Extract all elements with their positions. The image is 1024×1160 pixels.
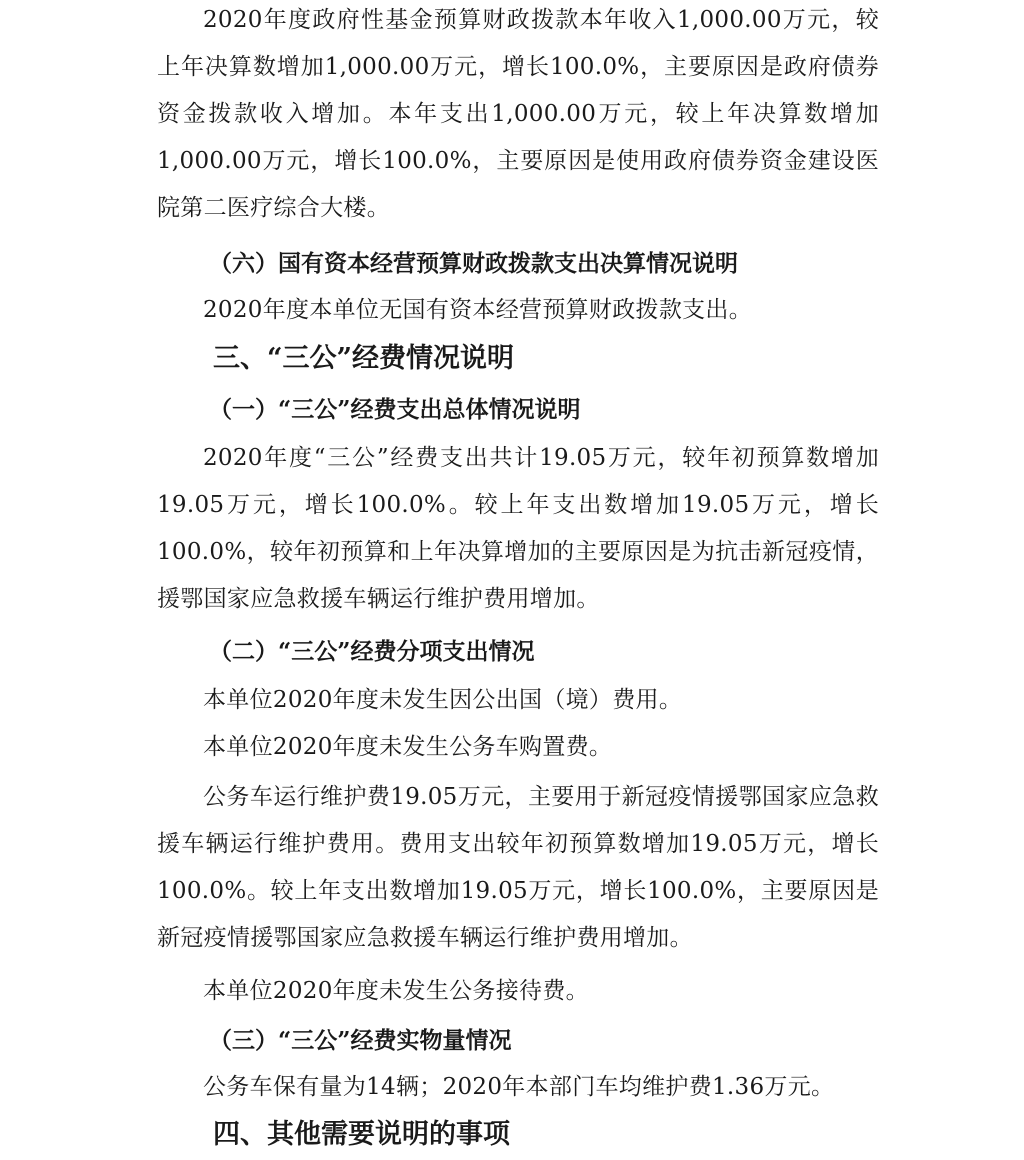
- paragraph-physical-quantity: 公务车保有量为14辆；2020年本部门车均维护费1.36万元。: [203, 1074, 835, 1100]
- heading-state-capital-budget: （六）国有资本经营预算财政拨款支出决算情况说明: [209, 250, 738, 277]
- heading-section-four-other-matters: 四、其他需要说明的事项: [213, 1119, 510, 1150]
- paragraph-government-fund-budget: 2020年度政府性基金预算财政拨款本年收入1,000.00万元，较上年决算数增加1,000.00万元，增长100.0%，主要原因是政府债券资金拨款收入增加。本年支出1,000.00万元，较上年决算数增加1,000.00万元，增长100.0%，主要原因是使用政府债券资金建设医院第二医疗综合大楼。: [157, 7, 879, 221]
- heading-itemized-expenses: （二）“三公”经费分项支出情况: [209, 638, 535, 665]
- paragraph-overall-expenses: 2020年度“三公”经费支出共计19.05万元，较年初预算数增加19.05万元，增长100.0%。较上年支出数增加19.05万元，增长100.0%，较年初预算和上年决算增加的主要原因是为抗击新冠疫情，援鄂国家应急救援车辆运行维护费用增加。: [157, 445, 879, 612]
- paragraph-vehicle-maintenance: 公务车运行维护费19.05万元，主要用于新冠疫情援鄂国家应急救援车辆运行维护费用。费用支出较年初预算数增加19.05万元，增长100.0%。较上年支出数增加19.05万元，增长100.0%，主要原因是新冠疫情援鄂国家应急救援车辆运行维护费用增加。: [157, 784, 879, 951]
- paragraph-overseas-travel: 本单位2020年度未发生因公出国（境）费用。: [203, 687, 683, 713]
- paragraph-official-reception: 本单位2020年度未发生公务接待费。: [203, 978, 589, 1004]
- heading-overall-expenses: （一）“三公”经费支出总体情况说明: [209, 396, 581, 423]
- heading-physical-quantity: （三）“三公”经费实物量情况: [209, 1027, 512, 1054]
- paragraph-state-capital-budget: 2020年度本单位无国有资本经营预算财政拨款支出。: [203, 297, 753, 323]
- heading-section-three-public-expenses: 三、“三公”经费情况说明: [213, 343, 515, 374]
- paragraph-vehicle-purchase: 本单位2020年度未发生公务车购置费。: [203, 734, 613, 760]
